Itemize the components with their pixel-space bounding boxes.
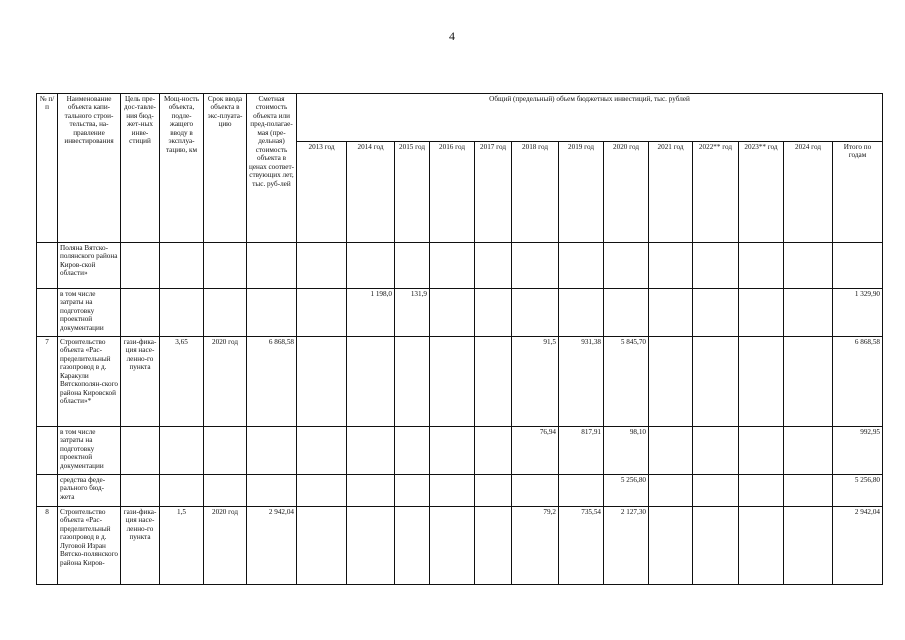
cell-num [37,427,58,475]
cell-year-value [559,475,604,507]
cell-year-value: 817,91 [559,427,604,475]
cell-total: 5 256,80 [833,475,883,507]
cell-year-value [693,243,739,289]
cell-year-value [395,243,430,289]
cell-year-value [739,337,784,427]
header-year: 2021 год [649,142,693,243]
cell-year-value [604,289,649,337]
cell-year-value [347,475,395,507]
cell-year-value [347,337,395,427]
header-year: 2019 год [559,142,604,243]
cell-capacity [160,475,204,507]
cell-cost [247,427,297,475]
cell-total: 992,95 [833,427,883,475]
cell-year-value [297,507,347,585]
header-total-investments: Общий (предельный) объем бюджетных инвестиций, тыс. рублей [297,94,883,142]
cell-year-value [430,243,475,289]
cell-year-value [784,243,833,289]
cell-year-value [512,243,559,289]
cell-year-value [347,427,395,475]
header-year: 2013 год [297,142,347,243]
header-row-1 [37,94,883,142]
header-year: 2016 год [430,142,475,243]
cell-year-value: 1 198,0 [347,289,395,337]
cell-cost: 6 868,58 [247,337,297,427]
cell-name: Строительство объекта «Рас-пределительный газопровод в д. Каракули Вятскополян-ского района Кировской области»* [58,337,121,427]
cell-year-value [297,427,347,475]
cell-year-value: 931,38 [559,337,604,427]
cell-goal: гази-фика-ция насе-ленно-го пункта [121,337,160,427]
cell-year-value [559,289,604,337]
cell-year-value [693,475,739,507]
cell-year-value [693,427,739,475]
cell-year-value [475,289,512,337]
header-year: 2014 год [347,142,395,243]
cell-year-value [649,337,693,427]
cell-year-value [347,243,395,289]
cell-capacity: 1,5 [160,507,204,585]
cell-year-value: 76,94 [512,427,559,475]
cell-year-value: 2 127,30 [604,507,649,585]
cell-year-value: 79,2 [512,507,559,585]
cell-year-value [784,427,833,475]
cell-cost: 2 942,04 [247,507,297,585]
cell-total: 6 868,58 [833,337,883,427]
cell-year-value [739,289,784,337]
header-year: 2023** год [739,142,784,243]
cell-year-value [693,337,739,427]
cell-year-value: 91,5 [512,337,559,427]
cell-total: 1 329,90 [833,289,883,337]
cell-year-value [475,427,512,475]
cell-num: 7 [37,337,58,427]
cell-num [37,475,58,507]
cell-num [37,289,58,337]
cell-deadline [204,427,247,475]
cell-year-value: 5 256,80 [604,475,649,507]
cell-year-value [475,475,512,507]
header-year: 2018 год [512,142,559,243]
cell-year-value [395,337,430,427]
table-row [37,289,883,337]
cell-year-value [297,475,347,507]
cell-year-value [784,507,833,585]
header-year: 2024 год [784,142,833,243]
cell-year-value [649,427,693,475]
cell-year-value [297,243,347,289]
cell-year-value [739,475,784,507]
header-year: 2022** год [693,142,739,243]
cell-cost [247,243,297,289]
cell-deadline: 2020 год [204,507,247,585]
cell-year-value [475,337,512,427]
cell-year-value [395,475,430,507]
cell-capacity [160,243,204,289]
table-row [37,337,883,427]
cell-year-value [559,243,604,289]
cell-year-value: 131,9 [395,289,430,337]
cell-num [37,243,58,289]
cell-goal [121,475,160,507]
cell-year-value [649,289,693,337]
cell-year-value [430,337,475,427]
page-number: 4 [449,29,455,43]
cell-year-value [784,475,833,507]
header-year: 2017 год [475,142,512,243]
cell-total [833,243,883,289]
cell-goal [121,289,160,337]
header-cost: Сметная стоимость объекта или пред-полагае-мая (пре-дельная) стоимость объекта в ценах соответ-ствующих лет, тыс. руб-лей [247,94,297,243]
cell-cost [247,289,297,337]
cell-year-value [739,243,784,289]
cell-total: 2 942,04 [833,507,883,585]
cell-deadline [204,289,247,337]
cell-capacity: 3,65 [160,337,204,427]
cell-year-value [475,507,512,585]
cell-year-value: 735,54 [559,507,604,585]
table-row [37,507,883,585]
cell-year-value [430,507,475,585]
cell-goal [121,427,160,475]
cell-year-value [649,475,693,507]
cell-year-value [739,427,784,475]
cell-year-value [784,337,833,427]
table-body [37,243,883,585]
cell-name: Поляна Вятско-полянского района Киров-ской области» [58,243,121,289]
cell-year-value [395,507,430,585]
table-row [37,475,883,507]
header-year: 2015 год [395,142,430,243]
cell-name: в том числе затраты на подготовку проектной документации [58,289,121,337]
header-goal: Цель пре-дос-тавле-ния бюд-жет-ных инве-стиций [121,94,160,243]
budget-investments-table [36,93,883,585]
cell-name: в том числе затраты на подготовку проектной документации [58,427,121,475]
cell-capacity [160,289,204,337]
cell-year-value [297,337,347,427]
cell-year-value [297,289,347,337]
cell-cost [247,475,297,507]
cell-deadline [204,243,247,289]
cell-year-value [512,289,559,337]
cell-year-value: 5 845,70 [604,337,649,427]
cell-year-value [395,427,430,475]
header-deadline: Срок ввода объекта в экс-плуата-цию [204,94,247,243]
header-year-total: Итого по годам [833,142,883,243]
header-capacity: Мощ-ность объекта, подле-жащего вводу в эксплуа-тацию, км [160,94,204,243]
cell-year-value [430,427,475,475]
cell-year-value [347,507,395,585]
cell-goal [121,243,160,289]
cell-name: Строительство объекта «Рас-пределительный газопровод в д. Луговой Изран Вятско-полянского района Киров- [58,507,121,585]
cell-num: 8 [37,507,58,585]
cell-year-value [739,507,784,585]
header-num: № п/п [37,94,58,243]
cell-name: средства феде-рального бюд-жета [58,475,121,507]
cell-year-value [693,289,739,337]
cell-year-value [512,475,559,507]
cell-year-value [649,507,693,585]
cell-year-value: 98,10 [604,427,649,475]
cell-year-value [604,243,649,289]
cell-year-value [430,289,475,337]
table-row [37,243,883,289]
header-name: Наименование объекта капи-тального строи-тельства, на-правление инвестирования [58,94,121,243]
cell-year-value [430,475,475,507]
cell-deadline: 2020 год [204,337,247,427]
cell-year-value [649,243,693,289]
table-row [37,427,883,475]
cell-capacity [160,427,204,475]
header-year: 2020 год [604,142,649,243]
cell-year-value [693,507,739,585]
cell-deadline [204,475,247,507]
cell-goal: гази-фика-ция насе-ленно-го пункта [121,507,160,585]
cell-year-value [784,289,833,337]
cell-year-value [475,243,512,289]
